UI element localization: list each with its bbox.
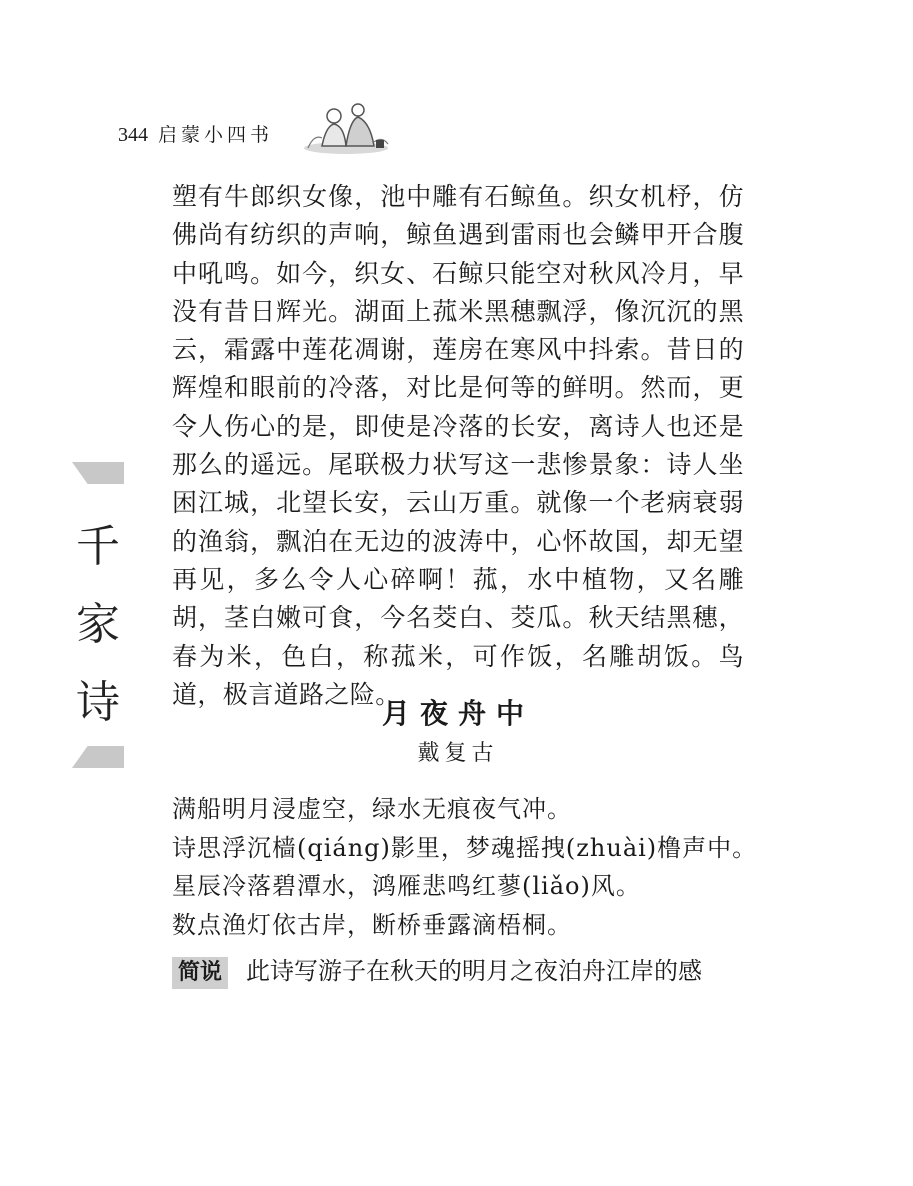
side-tab-char: 家 (76, 599, 120, 650)
commentary-label: 简说 (172, 957, 228, 989)
page-number: 344 (118, 124, 148, 146)
poem-line: 满船明月浸虚空，绿水无痕夜气冲。 (172, 795, 572, 823)
body-paragraph: 塑有牛郎织女像，池中雕有石鲸鱼。织女机杼，仿佛尚有纺织的声响，鲸鱼遇到雷雨也会鳞甲开合腹中吼鸣。如今，织女、石鲸只能空对秋风冷月，早没有昔日辉光。湖面上菰米黑穗飘浮，像沉沉的黑云，霜露中莲花凋谢，莲房在寒风中抖索。昔日的辉煌和眼前的冷落，对比是何等的鲜明。然而，更令人伤心的是，即使是冷落的长安，离诗人也还是那么的遥远。尾联极力状写这一悲惨景象：诗人坐困江城，北望长安，云山万重。就像一个老病衰弱的渔翁，飘泊在无边的波涛中，心怀故国，却无望再见，多么令人心碎啊！菰，水中植物，又名雕胡，茎白嫩可食，今名茭白、茭瓜。秋天结黑穗，春为米，色白，称菰米，可作饭，名雕胡饭。鸟道，极言道路之险。 (172, 182, 744, 709)
poem-author: 戴复古 (417, 741, 499, 766)
header-illustration-icon (300, 98, 392, 156)
page-header (118, 120, 273, 147)
poem-body (172, 790, 772, 944)
poem-line: 数点渔灯依古岸，断桥垂露滴梧桐。 (172, 910, 572, 939)
poem-title: 月夜舟中 (381, 697, 534, 730)
side-tab-char: 千 (76, 521, 120, 572)
side-tab-bottom-bar (72, 746, 124, 768)
side-tab-top-bar (72, 462, 124, 484)
commentary (172, 952, 752, 990)
side-tab (72, 462, 124, 768)
poem-line: 诗思浮沉樯(qiáng)影里，梦魂摇拽(zhuài)橹声中。 (172, 833, 758, 862)
book-title: 启蒙小四书 (158, 124, 274, 146)
commentary-text: 此诗写游子在秋天的明月之夜泊舟江岸的感 (246, 957, 703, 985)
poem-line: 星辰冷落碧潭水，鸿雁悲鸣红蓼(liǎo)风。 (172, 872, 641, 900)
side-tab-char: 诗 (76, 677, 120, 728)
side-tab-title (72, 508, 124, 742)
